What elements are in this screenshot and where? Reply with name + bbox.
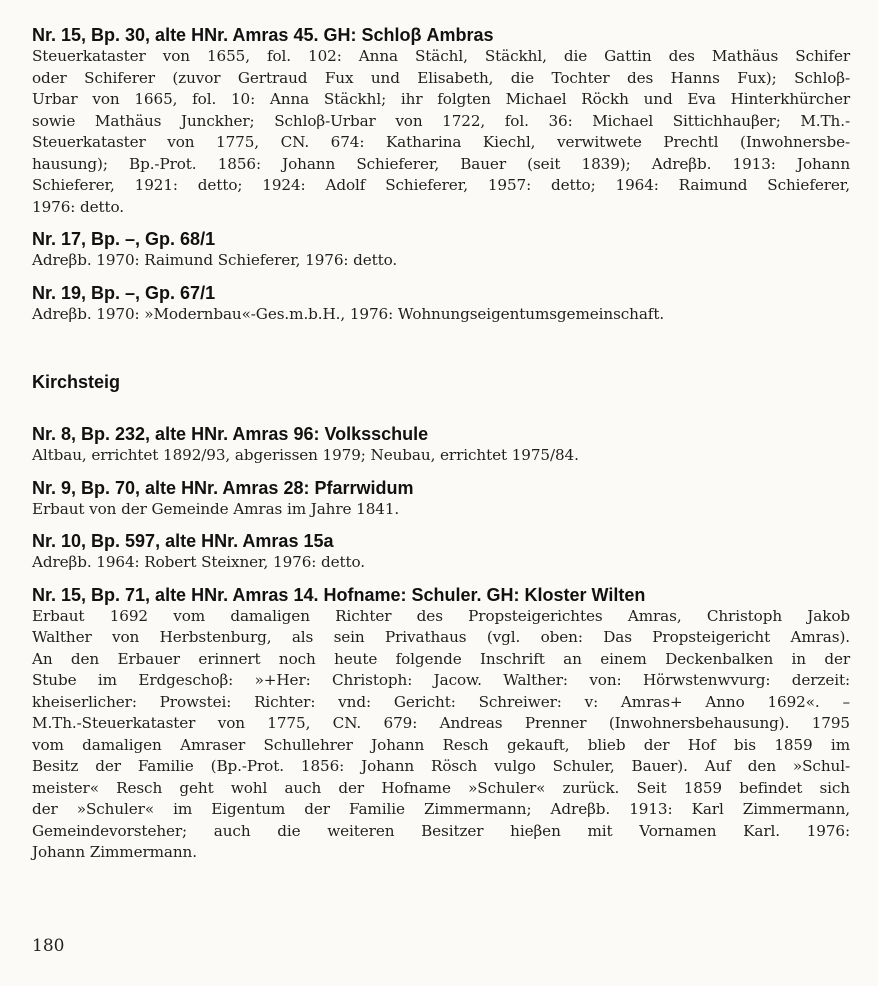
text-line: vom damaligen Amraser Schullehrer Johann Resch gekauft, blieb der Hof bis 1859 im	[32, 735, 850, 754]
entry	[32, 584, 850, 864]
text-line: 1976: detto.	[32, 197, 125, 216]
entry-heading: Nr. 17, Bp. –, Gp. 68/1	[32, 229, 216, 249]
entry-body	[32, 250, 850, 272]
document-page	[32, 24, 850, 864]
text-line: Walther von Herbstenburg, als sein Privathaus (vgl. oben: Das Propsteigericht Amras).	[32, 628, 850, 646]
text-line: meister« Resch geht wohl auch der Hofname »Schuler« zurück. Seit 1859 befindet sich	[32, 778, 850, 797]
entry	[32, 530, 850, 574]
entry-heading: Nr. 10, Bp. 597, alte HNr. Amras 15a	[32, 531, 334, 551]
text-line: Adreβb. 1970: Raimund Schieferer, 1976: detto.	[32, 251, 398, 269]
text-line: Erbaut von der Gemeinde Amras im Jahre 1841.	[32, 499, 400, 518]
entry-body	[32, 46, 850, 218]
text-line: M.Th.-Steuerkataster von 1775, CN. 679: Andreas Prenner (Inwohnersbehausung). 1795	[32, 714, 850, 732]
entry-heading: Nr. 8, Bp. 232, alte HNr. Amras 96: Volksschule	[32, 424, 429, 444]
text-line: Stube im Erdgeschoβ: »+Her: Christoph: Jacow. Walther: von: Hörwstenwvurg: derzeit:	[32, 671, 850, 689]
entry-heading: Nr. 19, Bp. –, Gp. 67/1	[32, 282, 216, 303]
page-number: 180	[32, 936, 65, 956]
entry	[32, 282, 850, 326]
entry-body	[32, 304, 850, 326]
entry	[32, 228, 850, 272]
entry	[32, 423, 850, 467]
text-line: Erbaut 1692 vom damaligen Richter des Propsteigerichtes Amras, Christoph Jakob	[32, 606, 850, 625]
text-line: der »Schuler« im Eigentum der Familie Zimmermann; Adreβb. 1913: Karl Zimmermann,	[32, 800, 850, 818]
text-line: Adreβb. 1964: Robert Steixner, 1976: detto.	[32, 553, 366, 571]
entry	[32, 24, 850, 218]
entry-body	[32, 606, 850, 864]
entry	[32, 477, 850, 521]
text-line: sowie Mathäus Junckher; Schloβ-Urbar von 1722, fol. 36: Michael Sittichhauβer; M.Th.-	[32, 111, 850, 130]
text-line: kheiserlicher: Prowstei: Richter: vnd: Gericht: Schreiwer: v: Amras+ Anno 1692«. –	[32, 692, 850, 711]
entry-heading: Nr. 9, Bp. 70, alte HNr. Amras 28: Pfarrwidum	[32, 477, 414, 498]
entry-body	[32, 499, 850, 521]
text-line: Besitz der Familie (Bp.-Prot. 1856: Johann Rösch vulgo Schuler, Bauer). Auf den »Schul-	[32, 757, 850, 775]
text-line: Johann Zimmermann.	[32, 843, 197, 861]
text-line: Steuerkataster von 1775, CN. 674: Katharina Kiechl, verwitwete Prechtl (Inwohnersbe-	[32, 133, 850, 151]
text-line: Urbar von 1665, fol. 10: Anna Stäckhl; ihr folgten Michael Röckh und Eva Hinterkhürcher	[32, 90, 850, 108]
text-line: oder Schiferer (zuvor Gertraud Fux und Elisabeth, die Tochter des Hanns Fux); Schloβ-	[32, 68, 850, 87]
text-line: Altbau, errichtet 1892/93, abgerissen 1979; Neubau, errichtet 1975/84.	[32, 446, 579, 464]
entry-body	[32, 445, 850, 467]
text-line: Steuerkataster von 1655, fol. 102: Anna Stächl, Stäckhl, die Gattin des Mathäus Schifer	[32, 47, 850, 65]
section-title: Kirchsteig	[32, 372, 121, 392]
entry-body	[32, 552, 850, 574]
text-line: An den Erbauer erinnert noch heute folgende Inschrift an einem Deckenbalken in der	[32, 649, 850, 668]
entry-heading: Nr. 15, Bp. 30, alte HNr. Amras 45. GH: Schloβ Ambras	[32, 25, 494, 45]
text-line: Gemeindevorsteher; auch die weiteren Besitzer hieβen mit Vornamen Karl. 1976:	[32, 821, 850, 840]
text-line: Schieferer, 1921: detto; 1924: Adolf Schieferer, 1957: detto; 1964: Raimund Schieferer,	[32, 176, 850, 194]
text-line: Adreβb. 1970: »Modernbau«-Ges.m.b.H., 1976: Wohnungseigentumsgemeinschaft.	[32, 304, 665, 323]
entry-heading: Nr. 15, Bp. 71, alte HNr. Amras 14. Hofname: Schuler. GH: Kloster Wilten	[32, 584, 646, 605]
text-line: hausung); Bp.-Prot. 1856: Johann Schieferer, Bauer (seit 1839); Adreβb. 1913: Johann	[32, 154, 850, 173]
